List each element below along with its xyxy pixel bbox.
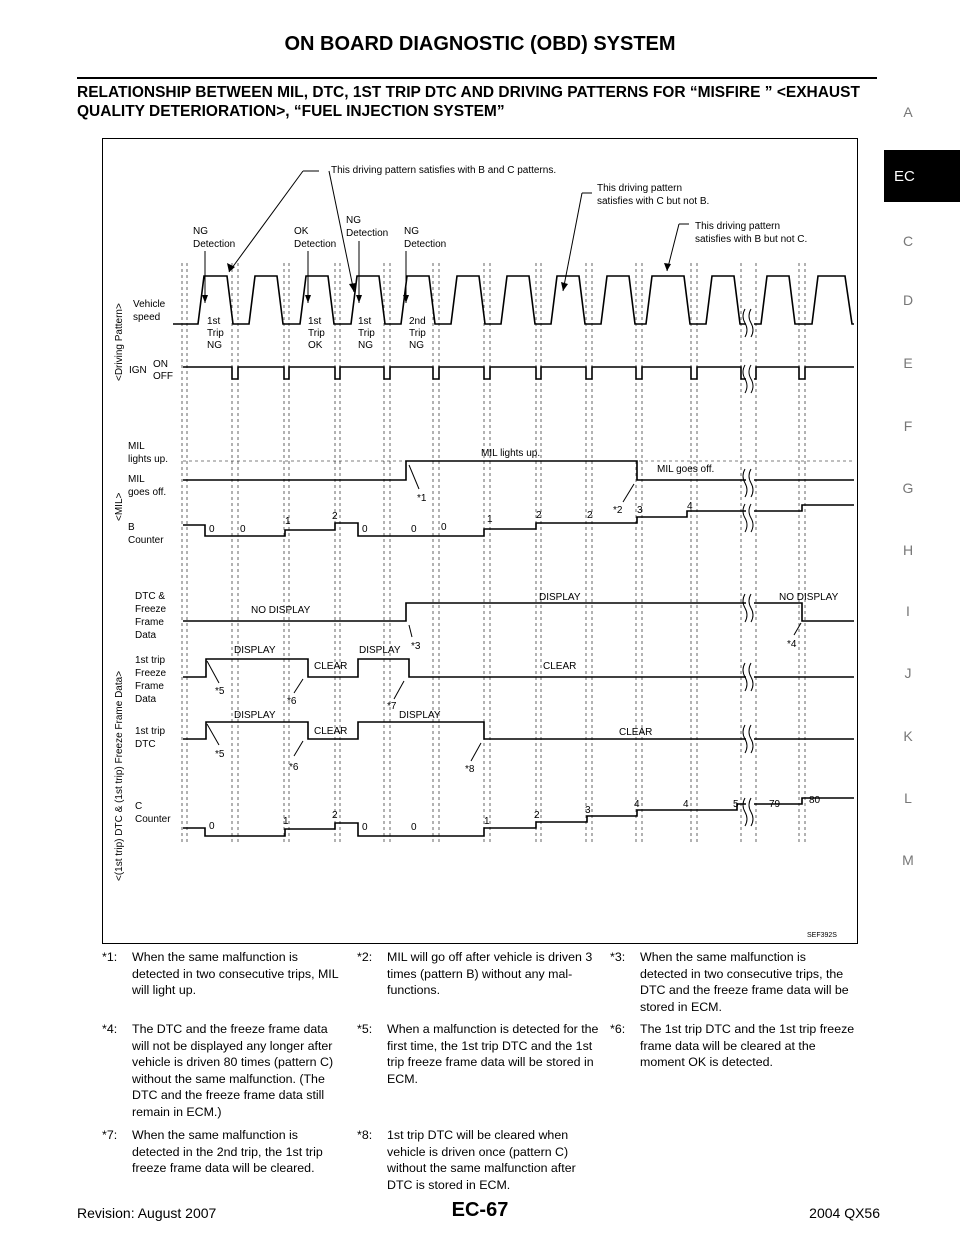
detection-4-l1: NG (404, 226, 419, 237)
c-counter-value: 2 (332, 810, 338, 821)
label-mil-on-l1: MIL (128, 441, 145, 452)
detection-3-l1: NG (346, 215, 361, 226)
label-trip-ffd-l3: Frame (135, 681, 164, 692)
ign-trace-tail (754, 367, 854, 379)
vehicle-speed-trace-tail (754, 276, 854, 324)
side-index-c[interactable]: C (902, 233, 914, 249)
callout-b-not-c-line1: This driving pattern (695, 221, 781, 232)
trip-3-l1: 1st (358, 316, 372, 327)
marker-4: *4 (787, 639, 797, 650)
label-mil-off-l1: MIL (128, 474, 145, 485)
label-c-counter-l1: C (135, 801, 143, 812)
obd-timing-diagram (102, 138, 858, 944)
annot-dtc-no-display-2: NO DISPLAY (779, 592, 839, 603)
note-text: When the same malfunction is detected in the 2nd trip, the 1st trip freeze frame data will be cleared. (132, 1128, 323, 1175)
b-counter-value: 0 (441, 522, 447, 533)
header-rule (77, 77, 877, 79)
b-counter-value: 1 (487, 514, 493, 525)
c-counter-value: 3 (585, 805, 591, 816)
marker-7: *7 (387, 701, 397, 712)
c-counter-value: 4 (634, 799, 640, 810)
b-counter-value: 3 (637, 505, 643, 516)
marker-6b: *6 (289, 762, 299, 773)
note-item (357, 1021, 603, 1087)
note-key: *1: (102, 950, 118, 964)
callout-bc: This driving pattern satisfies with B and C patterns. (331, 165, 557, 176)
b-counter-value: 1 (285, 516, 291, 527)
side-index-h[interactable]: H (902, 542, 914, 558)
c-counter-value: 1 (283, 816, 289, 827)
c-counter-value: 2 (534, 810, 540, 821)
note-item (610, 949, 856, 1015)
side-index-a[interactable]: A (903, 104, 913, 120)
trip-4-l3: NG (409, 340, 424, 351)
marker-5b: *5 (215, 749, 225, 760)
dtc-ffd-trace-tail (754, 603, 854, 621)
side-index-d[interactable]: D (902, 292, 914, 308)
note-item (102, 949, 348, 999)
side-index-j[interactable]: J (904, 665, 912, 681)
label-c-counter-l2: Counter (135, 814, 171, 825)
label-dtc-ffd-l4: Data (135, 630, 157, 641)
detection-2-l1: OK (294, 226, 309, 237)
label-dtc-ffd-l2: Freeze (135, 604, 167, 615)
note-key: *7: (102, 1128, 118, 1142)
b-counter-value: 0 (240, 524, 246, 535)
marker-6a: *6 (287, 696, 297, 707)
side-index-i[interactable]: I (906, 603, 910, 619)
note-text: When the same malfunction is detected in two consecutive trips, MIL will light up. (132, 950, 339, 997)
note-item (102, 1127, 348, 1177)
label-vehicle-speed-l1: Vehicle (133, 299, 166, 310)
callout-c-not-b-line1: This driving pattern (597, 183, 683, 194)
label-dtc-ffd-l3: Frame (135, 617, 164, 628)
section-title: RELATIONSHIP BETWEEN MIL, DTC, 1ST TRIP DTC AND DRIVING PATTERNS FOR “MISFIRE ” <EXHAUST QUALITY DETERIORATION>, “FUEL INJECTION SYSTEM” (77, 84, 860, 120)
trip-1-l1: 1st (207, 316, 221, 327)
side-index-m[interactable]: M (902, 852, 914, 868)
trip-2-l1: 1st (308, 316, 322, 327)
b-counter-trace (183, 511, 746, 536)
label-trip-ffd-l1: 1st trip (135, 655, 166, 666)
c-counter-value: 80 (809, 795, 821, 806)
label-ign: IGN (129, 365, 147, 376)
group-mil: <MIL> (114, 492, 125, 521)
footer-page-number: EC-67 (451, 1199, 509, 1221)
c-counter-value: 1 (484, 816, 490, 827)
label-ign-on: ON (153, 359, 168, 370)
marker-3: *3 (411, 641, 421, 652)
trip-2-l3: OK (308, 340, 323, 351)
b-counter-value: 4 (687, 501, 693, 512)
annot-dtc-display: DISPLAY (539, 592, 581, 603)
marker-8: *8 (465, 764, 475, 775)
side-index-ec-active[interactable]: EC (884, 150, 960, 202)
side-index-e[interactable]: E (903, 355, 913, 371)
side-index-l[interactable]: L (904, 790, 912, 806)
label-mil-on-l2: lights up. (128, 454, 169, 465)
note-key: *8: (357, 1128, 373, 1142)
annot-trip-ffd-display-2: DISPLAY (359, 645, 401, 656)
marker-5a: *5 (215, 686, 225, 697)
trip-gridlines (182, 263, 853, 843)
detection-1-l2: Detection (193, 239, 236, 250)
b-counter-value: 2 (332, 511, 338, 522)
group-driving-pattern: <Driving Pattern> (114, 303, 125, 381)
note-text: When a malfunction is detected for the first time, the 1st trip DTC and the 1st trip freeze frame data will be stored in ECM. (387, 1022, 599, 1086)
c-counter-value: 5 (733, 799, 739, 810)
c-counter-trace (183, 804, 746, 836)
annot-mil-lights-up: MIL lights up. (481, 448, 541, 459)
b-counter-value: 2 (536, 510, 542, 521)
label-trip-ffd-l4: Data (135, 694, 157, 705)
figure-code: SEF392S (807, 932, 837, 939)
note-key: *5: (357, 1022, 373, 1036)
annot-trip-dtc-clear-1: CLEAR (314, 726, 348, 737)
b-counter-value: 0 (362, 524, 368, 535)
annot-mil-goes-off: MIL goes off. (657, 464, 715, 475)
trip-2-l2: Trip (308, 328, 325, 339)
trip-3-l2: Trip (358, 328, 375, 339)
annot-trip-ffd-display-1: DISPLAY (234, 645, 276, 656)
note-text: 1st trip DTC will be cleared when vehicle is driven once (pattern C) without the same malfunction after DTC is stored in ECM. (387, 1128, 576, 1192)
detection-1-l1: NG (193, 226, 208, 237)
callout-b-not-c-line2: satisfies with B but not C. (695, 234, 808, 245)
b-counter-trace-tail (754, 505, 854, 511)
c-counter-value: 4 (683, 799, 689, 810)
annot-trip-dtc-display-1: DISPLAY (234, 710, 276, 721)
note-text: The DTC and the freeze frame data will not be displayed any longer after vehicle is driven 80 times (pattern C) without the same malfunction. (The DTC and the freeze frame data still remain in ECM.) (132, 1022, 334, 1119)
trip-1-l3: NG (207, 340, 222, 351)
label-trip-dtc-l1: 1st trip (135, 726, 166, 737)
note-text: MIL will go off after vehicle is driven 3 times (pattern B) without any mal-functions. (387, 950, 593, 997)
trip-1-l2: Trip (207, 328, 224, 339)
note-item (610, 1021, 856, 1071)
marker-2: *2 (613, 505, 623, 516)
c-counter-value: 0 (209, 821, 215, 832)
trip-4-l1: 2nd (409, 316, 426, 327)
annot-trip-ffd-clear-1: CLEAR (314, 661, 348, 672)
note-key: *2: (357, 950, 373, 964)
label-b-counter-l2: Counter (128, 535, 164, 546)
note-text: When the same malfunction is detected in two consecutive trips, the DTC and the freeze frame data will be stored in ECM. (640, 950, 849, 1014)
b-counter-value: 0 (411, 524, 417, 535)
note-text: The 1st trip DTC and the 1st trip freeze frame data will be cleared at the moment OK is detected. (640, 1022, 855, 1069)
callout-arrowheads (202, 263, 671, 303)
trip-4-l2: Trip (409, 328, 426, 339)
b-counter-value: 0 (209, 524, 215, 535)
side-index-f[interactable]: F (903, 418, 913, 434)
b-counter-value: 2 (587, 510, 593, 521)
trip-3-l3: NG (358, 340, 373, 351)
label-b-counter-l1: B (128, 522, 135, 533)
note-key: *4: (102, 1022, 118, 1036)
page-header-title: ON BOARD DIAGNOSTIC (OBD) SYSTEM (284, 33, 676, 55)
detection-4-l2: Detection (404, 239, 447, 250)
marker-1: *1 (417, 493, 427, 504)
label-vehicle-speed-l2: speed (133, 312, 161, 323)
trip-dtc-trace (183, 722, 746, 739)
footer-model: 2004 QX56 (809, 1205, 880, 1221)
label-trip-dtc-l2: DTC (135, 739, 156, 750)
vehicle-speed-trace (173, 276, 746, 324)
annot-dtc-no-display: NO DISPLAY (251, 605, 311, 616)
note-item (357, 1127, 603, 1193)
trip-ffd-trace (183, 659, 746, 677)
note-item (102, 1021, 348, 1120)
note-key: *3: (610, 950, 626, 964)
note-item (357, 949, 603, 999)
label-trip-ffd-l2: Freeze (135, 668, 167, 679)
callout-c-not-b-line2: satisfies with C but not B. (597, 196, 710, 207)
c-counter-value: 79 (769, 799, 781, 810)
group-dtc-ffd: <(1st trip) DTC & (1st trip) Freeze Frame Data> (114, 670, 125, 881)
break-marks (743, 309, 753, 826)
side-index-k[interactable]: K (903, 728, 913, 744)
annot-trip-dtc-clear-2: CLEAR (619, 727, 653, 738)
c-counter-value: 0 (362, 822, 368, 833)
annot-trip-dtc-display-2: DISPLAY (399, 710, 441, 721)
c-counter-value: 0 (411, 822, 417, 833)
detection-2-l2: Detection (294, 239, 337, 250)
ign-trace (183, 367, 746, 379)
note-key: *6: (610, 1022, 626, 1036)
detection-3-l2: Detection (346, 228, 389, 239)
side-index-g[interactable]: G (902, 480, 914, 496)
footer-revision: Revision: August 2007 (77, 1205, 217, 1221)
label-dtc-ffd-l1: DTC & (135, 591, 165, 602)
label-mil-off-l2: goes off. (128, 487, 167, 498)
label-ign-off: OFF (153, 371, 173, 382)
annot-trip-ffd-clear-2: CLEAR (543, 661, 577, 672)
